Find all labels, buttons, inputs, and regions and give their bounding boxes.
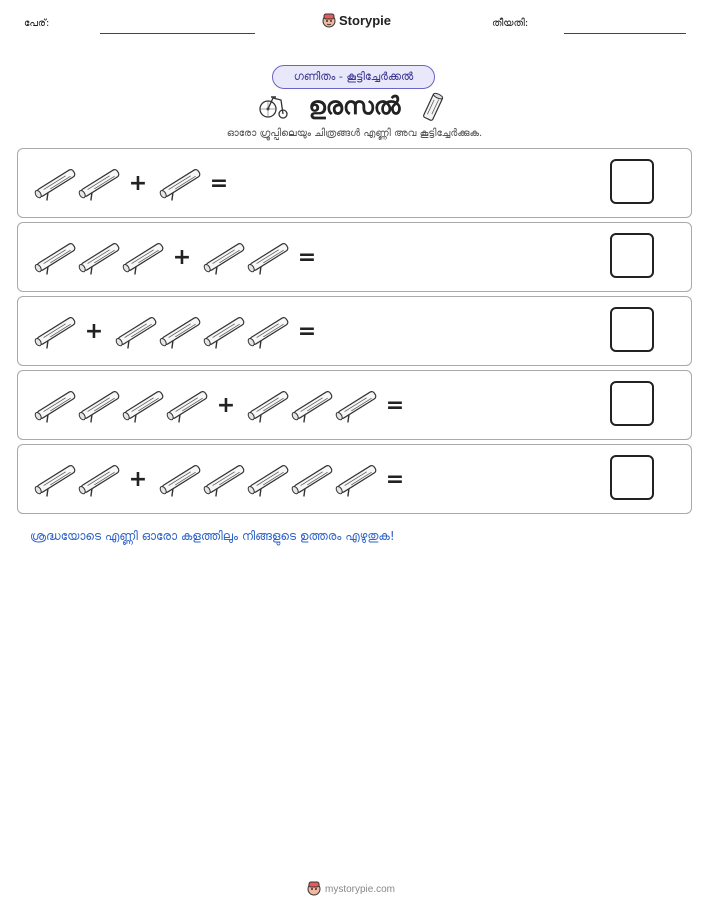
answer-box[interactable] — [610, 455, 654, 500]
storypie-mascot-icon — [322, 12, 336, 28]
problem-row-2 — [17, 222, 692, 292]
equals-sign: = — [209, 171, 229, 196]
problem-row-1 — [17, 148, 692, 218]
log-icon — [203, 316, 248, 351]
log-icon — [203, 464, 248, 499]
date-line — [564, 33, 686, 34]
log-icon — [247, 464, 292, 499]
date-label: തീയതി: — [492, 18, 529, 29]
log-icon — [34, 168, 79, 203]
name-line — [100, 33, 255, 34]
brand-logo — [322, 12, 391, 28]
brand-name: Storypie — [339, 12, 392, 28]
log-icon — [115, 316, 160, 351]
log-icon — [247, 390, 292, 425]
log-icon — [78, 390, 123, 425]
footer-site — [307, 880, 395, 899]
log-icon — [166, 390, 211, 425]
problem-expression — [18, 371, 598, 439]
log-icon — [335, 464, 380, 499]
log-icon — [159, 464, 204, 499]
log-icon — [78, 242, 123, 277]
site-url: mystorypie.com — [325, 884, 396, 895]
problem-expression — [18, 223, 598, 291]
plus-sign: + — [84, 319, 104, 344]
problem-row-3 — [17, 296, 692, 366]
log-icon — [34, 464, 79, 499]
equals-sign: = — [385, 393, 405, 418]
equals-sign: = — [297, 319, 317, 344]
problem-row-5 — [17, 444, 692, 514]
log-icon — [159, 168, 204, 203]
title-area — [0, 92, 709, 122]
storypie-mascot-icon — [307, 880, 321, 899]
log-icon — [247, 242, 292, 277]
problem-row-4 — [17, 370, 692, 440]
equals-sign: = — [297, 245, 317, 270]
problem-expression — [18, 297, 598, 365]
answer-box[interactable] — [610, 307, 654, 352]
equals-sign: = — [385, 467, 405, 492]
log-icon — [34, 390, 79, 425]
log-icon — [291, 464, 336, 499]
log-icon — [34, 316, 79, 351]
log-icon — [122, 390, 167, 425]
log-icon — [34, 242, 79, 277]
plus-sign: + — [216, 393, 236, 418]
log-icon — [203, 242, 248, 277]
plus-sign: + — [128, 171, 148, 196]
log-icon — [422, 92, 444, 126]
log-icon — [335, 390, 380, 425]
footer-instruction: ശ്രദ്ധയോടെ എണ്ണി ഓരോ കളത്തിലും നിങ്ങളുടെ ഉത്തരം എഴുതുക! — [30, 529, 395, 543]
topic-badge: ഗണിതം - കൂട്ടിച്ചേർക്കൽ — [272, 65, 435, 89]
plus-sign: + — [128, 467, 148, 492]
answer-box[interactable] — [610, 159, 654, 204]
plus-sign: + — [172, 245, 192, 270]
log-icon — [78, 168, 123, 203]
problem-expression — [18, 149, 598, 217]
problem-expression — [18, 445, 598, 513]
log-icon — [159, 316, 204, 351]
answer-box[interactable] — [610, 233, 654, 278]
name-label: പേര്: — [24, 18, 50, 29]
instruction-text: ഓരോ ഗ്രൂപ്പിലെയും ചിത്രങ്ങൾ എണ്ണി അവ കൂട്ടിച്ചേർക്കുക. — [226, 128, 483, 139]
log-icon — [247, 316, 292, 351]
log-icon — [78, 464, 123, 499]
answer-box[interactable] — [610, 381, 654, 426]
worksheet-title: ഉരസൽ — [308, 92, 401, 120]
log-icon — [291, 390, 336, 425]
log-icon — [122, 242, 167, 277]
